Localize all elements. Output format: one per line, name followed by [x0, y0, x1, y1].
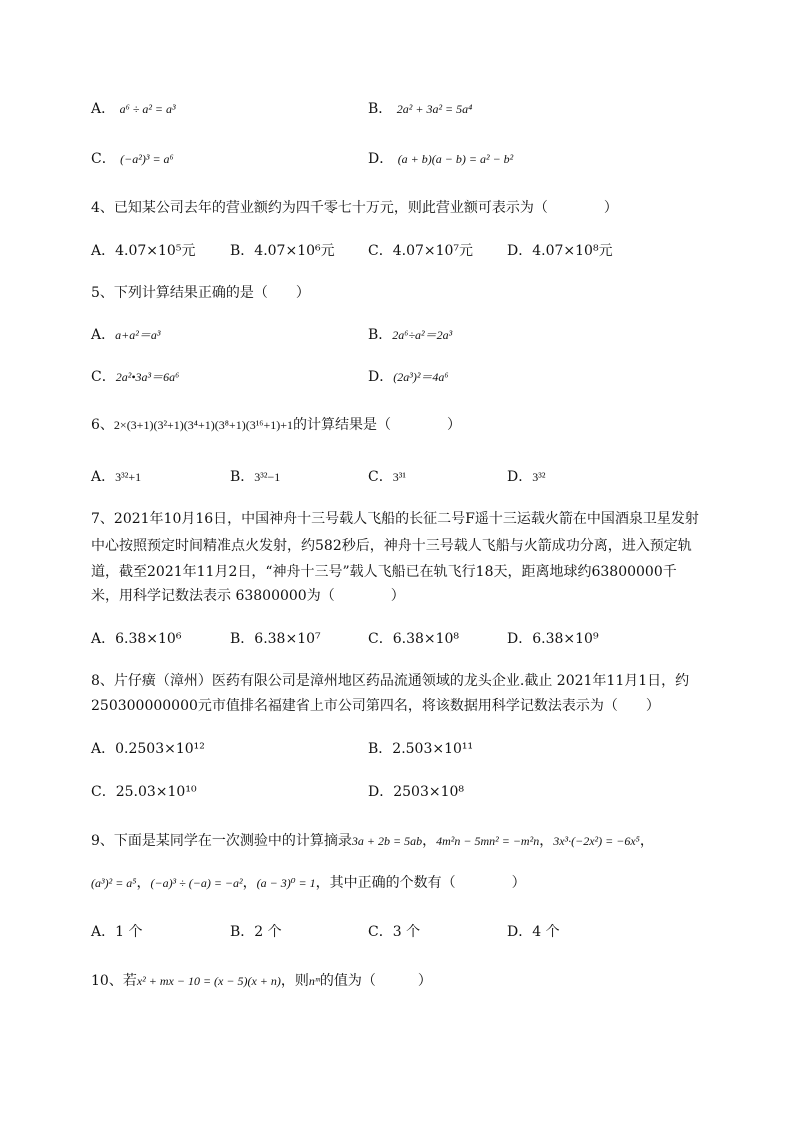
option-text: 2503×10⁸ — [393, 784, 465, 800]
q7-stem-line-4: 米，用科学记数法表示 63800000为（ ） — [91, 588, 405, 604]
question-expression-6: (a − 3)⁰ = 1 — [256, 876, 316, 890]
question-expression-4: (a³)² = a⁵ — [91, 876, 137, 890]
question-expression: 2×(3+1)(3²+1)(3⁴+1)(3⁸+1)(3¹⁶+1)+1 — [113, 418, 294, 432]
option-text: 3³²+1 — [115, 470, 142, 484]
separator: ， — [639, 833, 654, 849]
option-label: D． — [507, 243, 533, 259]
q9-option-d[interactable] — [507, 923, 560, 941]
option-label: B． — [368, 327, 393, 343]
option-expression: (−a²)³ = a⁶ — [120, 152, 174, 166]
option-label: C． — [368, 469, 393, 485]
q8-option-a[interactable] — [91, 740, 205, 758]
q7-option-c[interactable] — [368, 630, 459, 648]
option-text: 2a⁶÷a²＝2a³ — [392, 328, 453, 342]
q8-stem-line-1: 8、片仔癀（漳州）医药有限公司是漳州地区药品流通领域的龙头企业.截止 2021年11月1日，约 — [91, 673, 690, 689]
q7-option-a[interactable] — [91, 630, 181, 648]
option-text: 4.07×10⁵元 — [115, 243, 196, 259]
option-text: 3³² — [532, 470, 546, 484]
separator: ， — [422, 833, 437, 849]
option-label: A． — [91, 741, 116, 757]
question-expression-2: 4m²n − 5mn² = −m²n — [436, 834, 540, 848]
option-label: C． — [368, 924, 393, 940]
option-text: 25.03×10¹⁰ — [115, 784, 197, 800]
option-label: D． — [507, 469, 533, 485]
q3-option-b[interactable] — [368, 100, 472, 118]
option-text: 6.38×10⁹ — [532, 631, 599, 647]
option-text: 6.38×10⁸ — [392, 631, 460, 647]
q9-option-b[interactable] — [230, 923, 282, 941]
q5-option-d[interactable] — [368, 368, 449, 386]
q5-option-a[interactable] — [91, 326, 160, 344]
option-text: (2a³)²＝4a⁶ — [393, 370, 449, 384]
question-text: 10、若 — [91, 973, 137, 989]
option-text: 2 个 — [254, 924, 282, 940]
option-label: D． — [507, 924, 533, 940]
option-expression: (a + b)(a − b) = a² − b² — [397, 152, 514, 166]
option-text: 0.2503×10¹² — [115, 741, 205, 757]
option-text: 3³¹ — [392, 470, 406, 484]
option-text: 2.503×10¹¹ — [392, 741, 474, 757]
option-text: 3³²−1 — [254, 470, 281, 484]
question-expression-2: nᵐ — [308, 974, 320, 988]
q4-option-a[interactable] — [91, 242, 195, 260]
q9-option-c[interactable] — [368, 923, 420, 941]
option-label: A． — [91, 924, 116, 940]
option-label: D． — [507, 631, 533, 647]
option-text: 1 个 — [115, 924, 143, 940]
q3-option-d[interactable] — [368, 150, 513, 168]
q3-option-c[interactable] — [91, 150, 174, 168]
q6-option-b[interactable] — [230, 468, 280, 486]
option-label: A． — [91, 469, 116, 485]
question-text: ，则 — [280, 973, 309, 989]
option-label: B． — [368, 101, 393, 117]
separator: ， — [136, 875, 151, 891]
option-text: 3 个 — [392, 924, 421, 940]
option-label: B． — [368, 741, 393, 757]
question-text: 的值为（ ） — [319, 973, 432, 989]
option-text: 4 个 — [532, 924, 560, 940]
option-text: 2a²•3a³＝6a⁶ — [115, 370, 180, 384]
q6-option-d[interactable] — [507, 468, 545, 486]
q8-stem-line-2: 250300000000元市值排名福建省上市公司第四名，将该数据用科学记数法表示为（ ） — [91, 698, 660, 714]
question-number: 6、 — [91, 417, 114, 433]
option-label: C． — [368, 631, 393, 647]
q6-option-c[interactable] — [368, 468, 406, 486]
option-text: 4.07×10⁸元 — [532, 243, 613, 259]
q10-stem — [91, 972, 432, 990]
option-label: C． — [91, 784, 116, 800]
separator: ， — [242, 875, 257, 891]
question-expression-1: 3a + 2b = 5ab — [351, 834, 423, 848]
option-label: B． — [230, 631, 255, 647]
q8-option-d[interactable] — [368, 783, 464, 801]
q7-stem-line-3: 道，截至2021年11月2日，“神舟十三号”载人飞船已在轨飞行18天，距离地球约63800000千 — [91, 564, 677, 580]
q7-option-d[interactable] — [507, 630, 599, 648]
option-text: 4.07×10⁷元 — [392, 243, 474, 259]
option-label: B． — [230, 469, 255, 485]
q3-option-a[interactable] — [91, 100, 176, 118]
q5-option-c[interactable] — [91, 368, 179, 386]
option-label: A． — [91, 243, 116, 259]
q4-option-c[interactable] — [368, 242, 473, 260]
option-expression: a⁶ ÷ a² = a³ — [119, 102, 176, 116]
q7-stem-line-1: 7、2021年10月16日，中国神舟十三号载人飞船的长征二号F遥十三运载火箭在中国酒泉卫星发射 — [91, 511, 699, 527]
q9-option-a[interactable] — [91, 923, 142, 941]
q5-option-b[interactable] — [368, 326, 452, 344]
option-label: C． — [368, 243, 393, 259]
q4-option-b[interactable] — [230, 242, 335, 260]
option-label: D． — [368, 151, 394, 167]
option-label: B． — [230, 924, 255, 940]
option-label: C． — [91, 151, 116, 167]
option-label: B． — [230, 243, 255, 259]
q8-option-b[interactable] — [368, 740, 473, 758]
q9-stem-line-1 — [91, 832, 654, 850]
option-label: D． — [368, 784, 394, 800]
option-label: A． — [91, 327, 116, 343]
option-text: 6.38×10⁶ — [115, 631, 182, 647]
question-text: ，其中正确的个数有（ ） — [315, 875, 526, 891]
q8-option-c[interactable] — [91, 783, 197, 801]
option-text: a+a²＝a³ — [115, 328, 161, 342]
option-label: C． — [91, 369, 116, 385]
separator: ， — [539, 833, 554, 849]
q5-stem: 5、下列计算结果正确的是（ ） — [91, 285, 310, 301]
option-text: 4.07×10⁶元 — [254, 243, 335, 259]
q4-option-d[interactable] — [507, 242, 613, 260]
question-text: 9、下面是某同学在一次测验中的计算摘录 — [91, 833, 352, 849]
question-expression-3: 3x³·(−2x²) = −6x⁵ — [553, 834, 640, 848]
q6-option-a[interactable] — [91, 468, 141, 486]
option-label: A． — [91, 101, 116, 117]
option-label: A． — [91, 631, 116, 647]
question-expression: x² + mx − 10 = (x − 5)(x + n) — [136, 974, 281, 988]
q4-stem: 4、已知某公司去年的营业额约为四千零七十万元，则此营业额可表示为（ ） — [91, 200, 618, 216]
option-text: 6.38×10⁷ — [254, 631, 321, 647]
q7-option-b[interactable] — [230, 630, 321, 648]
question-text: 的计算结果是（ ） — [293, 417, 462, 433]
option-label: D． — [368, 369, 394, 385]
question-expression-5: (−a)³ ÷ (−a) = −a² — [150, 876, 243, 890]
q9-stem-line-2 — [91, 874, 526, 892]
option-expression: 2a² + 3a² = 5a⁴ — [396, 102, 473, 116]
q7-stem-line-2: 中心按照预定时间精准点火发射，约582秒后，神舟十三号载人飞船与火箭成功分离，进入预定轨 — [91, 538, 692, 554]
q6-stem — [91, 416, 461, 434]
